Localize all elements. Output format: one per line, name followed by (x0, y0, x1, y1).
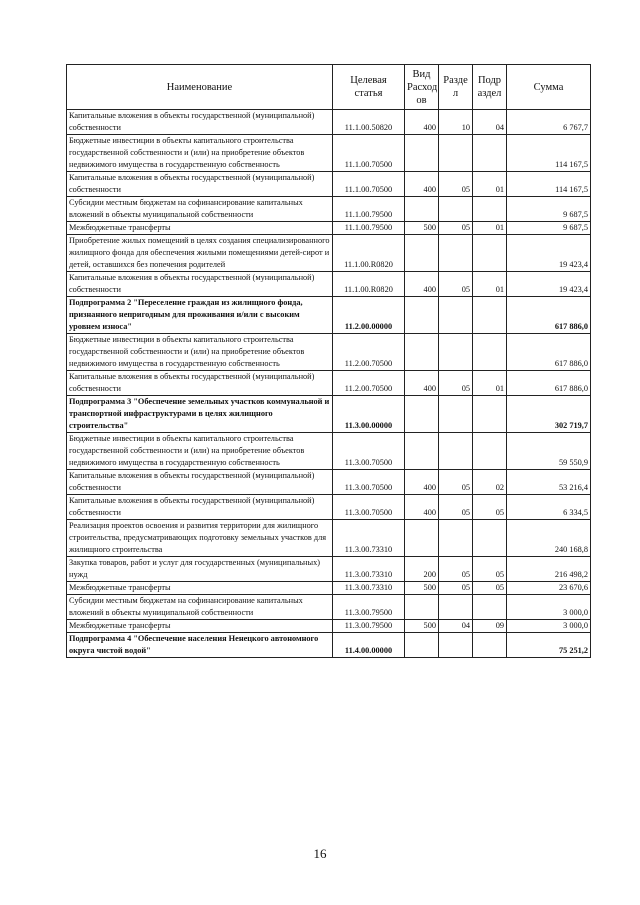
row-subsection-cell: 01 (473, 371, 507, 396)
table-row (67, 520, 591, 557)
row-name-cell: Межбюджетные трансферты (67, 222, 333, 235)
table-row (67, 433, 591, 470)
page-number: 16 (313, 846, 327, 861)
table-row (67, 272, 591, 297)
table-row (67, 557, 591, 582)
table-row (67, 197, 591, 222)
row-expense-type-cell (405, 396, 439, 433)
row-subsection-cell (473, 595, 507, 620)
row-target-article-cell: 11.2.00.70500 (333, 334, 405, 371)
row-expense-type-cell (405, 197, 439, 222)
table-row (67, 222, 591, 235)
table-row (67, 110, 591, 135)
row-target-article-cell: 11.3.00.70500 (333, 433, 405, 470)
row-target-article-cell: 11.3.00.73310 (333, 557, 405, 582)
row-sum-cell: 114 167,5 (507, 135, 591, 172)
row-target-article-cell: 11.1.00.70500 (333, 135, 405, 172)
row-name-cell: Межбюджетные трансферты (67, 620, 333, 633)
row-expense-type-cell: 200 (405, 557, 439, 582)
row-target-article-cell: 11.1.00.79500 (333, 197, 405, 222)
row-target-article-cell: 11.2.00.00000 (333, 297, 405, 334)
row-expense-type-cell (405, 235, 439, 272)
row-name-cell: Подпрограмма 3 "Обеспечение земельных участков коммунальной и транспортной инфраструктурами в целях жилищного строительства" (67, 396, 333, 433)
table-row (67, 297, 591, 334)
row-sum-cell: 23 670,6 (507, 582, 591, 595)
table-row (67, 135, 591, 172)
row-expense-type-cell: 500 (405, 582, 439, 595)
row-target-article-cell: 11.3.00.70500 (333, 495, 405, 520)
row-expense-type-cell (405, 334, 439, 371)
row-section-cell (439, 334, 473, 371)
table-row (67, 582, 591, 595)
row-sum-cell: 114 167,5 (507, 172, 591, 197)
row-subsection-cell: 01 (473, 222, 507, 235)
row-expense-type-cell (405, 595, 439, 620)
row-expense-type-cell: 400 (405, 371, 439, 396)
table-row (67, 396, 591, 433)
row-section-cell: 05 (439, 371, 473, 396)
row-subsection-cell: 02 (473, 470, 507, 495)
row-expense-type-cell (405, 520, 439, 557)
row-name-cell: Реализация проектов освоения и развития территории для жилищного строительства, предусматривающих подготовку земельных участков для жилищного строительства (67, 520, 333, 557)
row-subsection-cell (473, 135, 507, 172)
row-sum-cell: 9 687,5 (507, 197, 591, 222)
row-section-cell: 05 (439, 582, 473, 595)
row-section-cell (439, 433, 473, 470)
row-sum-cell: 302 719,7 (507, 396, 591, 433)
row-target-article-cell: 11.3.00.79500 (333, 620, 405, 633)
row-sum-cell: 19 423,4 (507, 235, 591, 272)
row-expense-type-cell (405, 135, 439, 172)
row-target-article-cell: 11.3.00.73310 (333, 520, 405, 557)
row-target-article-cell: 11.1.00.R0820 (333, 235, 405, 272)
table-row (67, 470, 591, 495)
row-expense-type-cell: 400 (405, 272, 439, 297)
row-sum-cell: 53 216,4 (507, 470, 591, 495)
row-subsection-cell: 05 (473, 582, 507, 595)
row-sum-cell: 216 498,2 (507, 557, 591, 582)
table-row (67, 595, 591, 620)
row-subsection-cell: 05 (473, 495, 507, 520)
row-section-cell (439, 135, 473, 172)
row-target-article-cell: 11.2.00.70500 (333, 371, 405, 396)
row-section-cell: 05 (439, 470, 473, 495)
row-expense-type-cell (405, 433, 439, 470)
row-expense-type-cell (405, 297, 439, 334)
row-section-cell (439, 197, 473, 222)
table-header-row (67, 65, 591, 110)
row-name-cell: Подпрограмма 4 "Обеспечение населения Ненецкого автономного округа чистой водой" (67, 633, 333, 658)
row-name-cell: Бюджетные инвестиции в объекты капитального строительства государственной собственности и (или) на приобретение объектов недвижимого имущества в государственную собственность (67, 433, 333, 470)
row-subsection-cell (473, 297, 507, 334)
row-name-cell: Закупка товаров, работ и услуг для государственных (муниципальных) нужд (67, 557, 333, 582)
row-sum-cell: 240 168,8 (507, 520, 591, 557)
row-target-article-cell: 11.1.00.50820 (333, 110, 405, 135)
header-expense-type: Вид Расход ов (405, 65, 439, 110)
row-subsection-cell (473, 197, 507, 222)
table-body (67, 110, 591, 658)
row-subsection-cell (473, 396, 507, 433)
row-section-cell (439, 633, 473, 658)
row-sum-cell: 19 423,4 (507, 272, 591, 297)
row-target-article-cell: 11.1.00.R0820 (333, 272, 405, 297)
row-sum-cell: 617 886,0 (507, 371, 591, 396)
table-row (67, 334, 591, 371)
row-name-cell: Бюджетные инвестиции в объекты капитального строительства государственной собственности и (или) на приобретение объектов недвижимого имущества в государственную собственность (67, 334, 333, 371)
row-expense-type-cell: 500 (405, 222, 439, 235)
row-subsection-cell: 01 (473, 272, 507, 297)
row-sum-cell: 59 550,9 (507, 433, 591, 470)
row-name-cell: Подпрограмма 2 "Переселение граждан из жилищного фонда, признанного непригодным для проживания и/или с высоким уровнем износа" (67, 297, 333, 334)
row-expense-type-cell (405, 633, 439, 658)
row-section-cell: 05 (439, 172, 473, 197)
row-subsection-cell (473, 235, 507, 272)
row-subsection-cell (473, 520, 507, 557)
row-sum-cell: 617 886,0 (507, 297, 591, 334)
row-section-cell (439, 396, 473, 433)
row-section-cell: 05 (439, 495, 473, 520)
row-name-cell: Бюджетные инвестиции в объекты капитального строительства государственной собственности и (или) на приобретение объектов недвижимого имущества в государственную собственность (67, 135, 333, 172)
row-target-article-cell: 11.1.00.79500 (333, 222, 405, 235)
row-name-cell: Капитальные вложения в объекты государственной (муниципальной) собственности (67, 371, 333, 396)
row-subsection-cell: 01 (473, 172, 507, 197)
table-row (67, 235, 591, 272)
header-target-article: Целевая статья (333, 65, 405, 110)
row-subsection-cell (473, 633, 507, 658)
row-subsection-cell (473, 433, 507, 470)
row-sum-cell: 9 687,5 (507, 222, 591, 235)
row-name-cell: Капитальные вложения в объекты государственной (муниципальной) собственности (67, 110, 333, 135)
row-section-cell: 05 (439, 272, 473, 297)
row-name-cell: Капитальные вложения в объекты государственной (муниципальной) собственности (67, 495, 333, 520)
row-name-cell: Капитальные вложения в объекты государственной (муниципальной) собственности (67, 470, 333, 495)
row-target-article-cell: 11.3.00.00000 (333, 396, 405, 433)
row-sum-cell: 6 767,7 (507, 110, 591, 135)
row-expense-type-cell: 400 (405, 172, 439, 197)
row-subsection-cell (473, 334, 507, 371)
row-target-article-cell: 11.3.00.73310 (333, 582, 405, 595)
row-section-cell: 10 (439, 110, 473, 135)
header-subsection: Подр аздел (473, 65, 507, 110)
row-expense-type-cell: 400 (405, 110, 439, 135)
row-target-article-cell: 11.4.00.00000 (333, 633, 405, 658)
row-name-cell: Капитальные вложения в объекты государственной (муниципальной) собственности (67, 272, 333, 297)
row-name-cell: Субсидии местным бюджетам на софинансирование капитальных вложений в объекты муниципальной собственности (67, 595, 333, 620)
table-row (67, 495, 591, 520)
row-subsection-cell: 05 (473, 557, 507, 582)
row-sum-cell: 75 251,2 (507, 633, 591, 658)
row-sum-cell: 3 000,0 (507, 595, 591, 620)
row-name-cell: Межбюджетные трансферты (67, 582, 333, 595)
table-row (67, 172, 591, 197)
row-expense-type-cell: 400 (405, 495, 439, 520)
row-name-cell: Капитальные вложения в объекты государственной (муниципальной) собственности (67, 172, 333, 197)
row-name-cell: Субсидии местным бюджетам на софинансирование капитальных вложений в объекты муниципальной собственности (67, 197, 333, 222)
row-sum-cell: 617 886,0 (507, 334, 591, 371)
row-expense-type-cell: 400 (405, 470, 439, 495)
row-section-cell: 05 (439, 557, 473, 582)
row-section-cell: 04 (439, 620, 473, 633)
table-row (67, 633, 591, 658)
row-section-cell (439, 520, 473, 557)
row-expense-type-cell: 500 (405, 620, 439, 633)
budget-table (66, 64, 591, 658)
row-section-cell (439, 235, 473, 272)
row-target-article-cell: 11.1.00.70500 (333, 172, 405, 197)
row-sum-cell: 6 334,5 (507, 495, 591, 520)
header-name: Наименование (67, 65, 333, 110)
row-name-cell: Приобретение жилых помещений в целях создания специализированного жилищного фонда для обеспечения жилыми помещениями детей-сирот и детей, оставшихся без попечения родителей (67, 235, 333, 272)
table-row (67, 620, 591, 633)
row-subsection-cell: 09 (473, 620, 507, 633)
header-sum: Сумма (507, 65, 591, 110)
row-section-cell (439, 595, 473, 620)
header-section: Разде л (439, 65, 473, 110)
row-target-article-cell: 11.3.00.79500 (333, 595, 405, 620)
table-row (67, 371, 591, 396)
row-subsection-cell: 04 (473, 110, 507, 135)
row-section-cell: 05 (439, 222, 473, 235)
row-section-cell (439, 297, 473, 334)
row-sum-cell: 3 000,0 (507, 620, 591, 633)
row-target-article-cell: 11.3.00.70500 (333, 470, 405, 495)
